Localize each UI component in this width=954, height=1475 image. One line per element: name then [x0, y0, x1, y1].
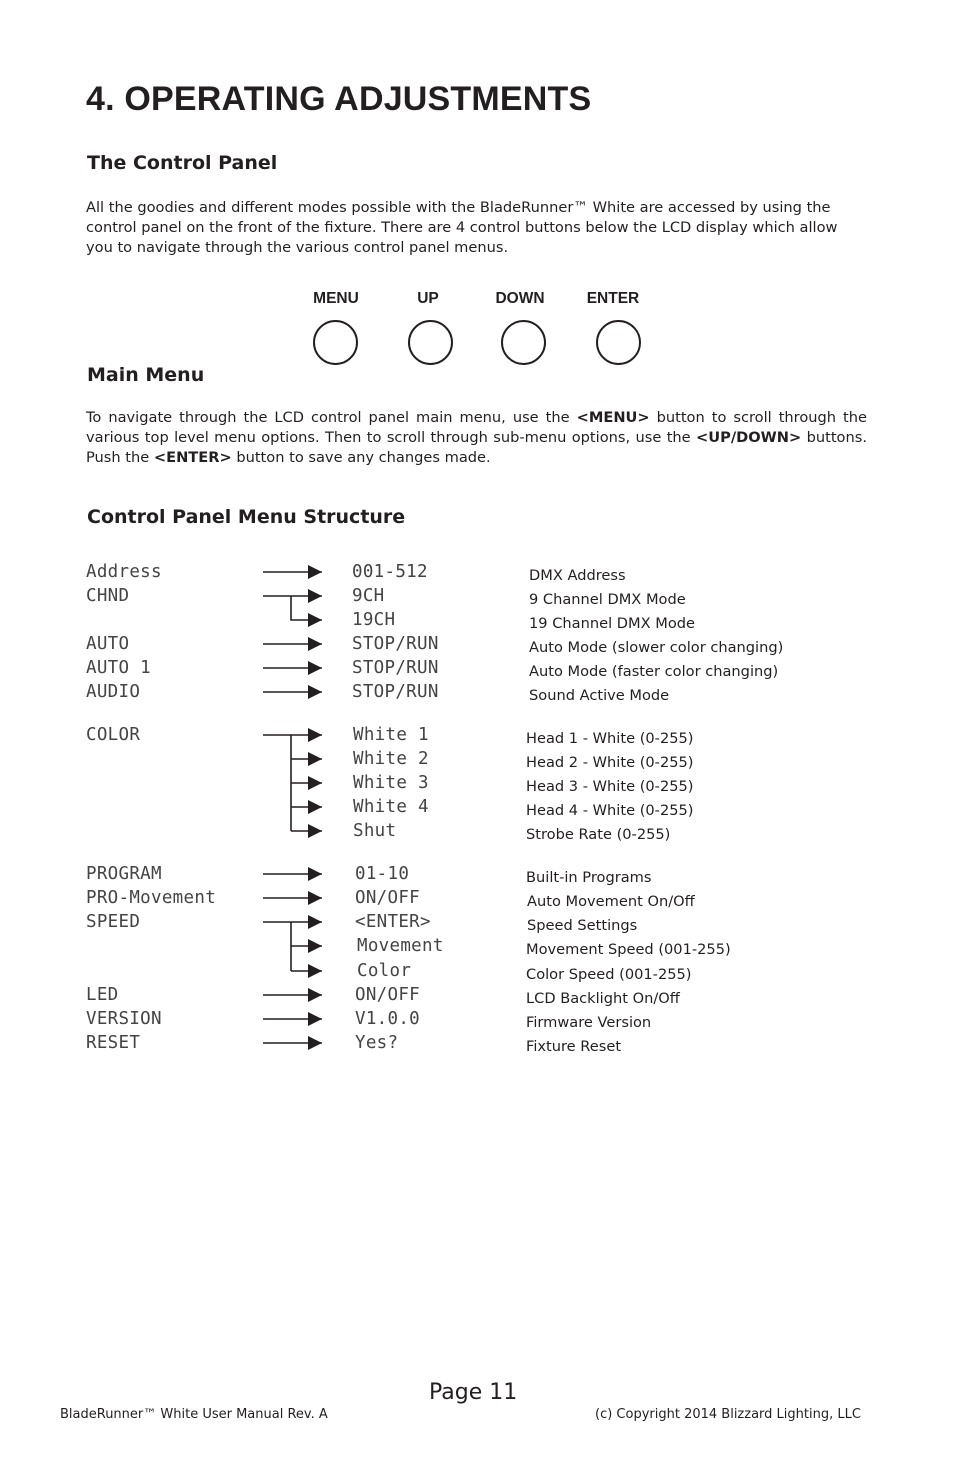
menu-value: Yes?: [355, 1033, 399, 1053]
footer-left: BladeRunner™ White User Manual Rev. A: [60, 1407, 328, 1422]
text-span: button to scroll through the various top level menu options. Then to scroll through sub-menu options, use the: [86, 409, 867, 446]
menu-value: White 4: [353, 797, 429, 817]
menu-description: Built-in Programs: [526, 869, 652, 886]
menu-description: Firmware Version: [526, 1014, 652, 1031]
enter-button-label: ENTER: [586, 290, 640, 307]
menu-value: ON/OFF: [355, 985, 421, 1005]
menu-description: 19 Channel DMX Mode: [529, 615, 695, 632]
branch-arrow-icon: [291, 596, 322, 620]
menu-description: DMX Address: [529, 567, 626, 584]
control-panel-text: All the goodies and different modes possible with the BladeRunner™ White are accessed by using the control panel on the front of the fixture. There are 4 control buttons below the LCD display which allow you to navigate through the various control panel menus.: [86, 199, 838, 256]
menu-description: Auto Mode (faster color changing): [529, 663, 779, 680]
menu-value: V1.0.0: [355, 1009, 421, 1029]
menu-value: Movement: [357, 936, 444, 956]
menu-value: Shut: [353, 821, 397, 841]
menu-value: White 1: [353, 725, 429, 745]
down-button-label: DOWN: [495, 290, 545, 307]
menu-item: CHND: [86, 586, 130, 606]
menu-description: Speed Settings: [527, 917, 638, 934]
footer-right: (c) Copyright 2014 Blizzard Lighting, LLC: [595, 1407, 861, 1422]
menu-description: Auto Mode (slower color changing): [529, 639, 784, 656]
page-number: Page 11: [429, 1380, 518, 1405]
menu-item: AUTO 1: [86, 658, 152, 678]
menu-item: Address: [86, 562, 162, 582]
up-button-label: UP: [417, 290, 439, 307]
menu-button-label: MENU: [313, 290, 359, 307]
menu-structure-heading: Control Panel Menu Structure: [87, 506, 406, 528]
menu-value: White 2: [353, 749, 429, 769]
menu-item: VERSION: [86, 1009, 162, 1029]
updown-key-text: <UP/DOWN>: [696, 429, 802, 446]
menu-value: ON/OFF: [355, 888, 421, 908]
menu-value: STOP/RUN: [352, 682, 439, 702]
enter-key-text: <ENTER>: [153, 449, 232, 466]
menu-description: Head 1 - White (0-255): [526, 730, 694, 747]
menu-item: LED: [86, 985, 119, 1005]
menu-description: LCD Backlight On/Off: [526, 990, 680, 1007]
text-span: button to save any changes made.: [231, 449, 491, 466]
menu-description: Sound Active Mode: [529, 687, 670, 704]
menu-value: <ENTER>: [355, 912, 431, 932]
menu-item: AUTO: [86, 634, 130, 654]
menu-description: Auto Movement On/Off: [527, 893, 695, 910]
menu-item: COLOR: [86, 725, 141, 745]
menu-item: PRO-Movement: [86, 888, 217, 908]
menu-description: 9 Channel DMX Mode: [529, 591, 686, 608]
page-title: 4. OPERATING ADJUSTMENTS: [86, 80, 592, 118]
main-menu-heading: Main Menu: [87, 364, 205, 386]
text-span: To navigate through the LCD control panel main menu, use the: [86, 409, 577, 426]
menu-value: STOP/RUN: [352, 634, 439, 654]
menu-value: 001-512: [352, 562, 428, 582]
menu-description: Head 4 - White (0-255): [526, 802, 694, 819]
menu-description: Strobe Rate (0-255): [526, 826, 671, 843]
menu-item: SPEED: [86, 912, 141, 932]
menu-description: Movement Speed (001-255): [526, 941, 731, 958]
menu-key-text: <MENU>: [576, 409, 650, 426]
menu-value: Color: [357, 961, 412, 981]
menu-item: AUDIO: [86, 682, 141, 702]
menu-value: STOP/RUN: [352, 658, 439, 678]
menu-value: 9CH: [352, 586, 385, 606]
control-panel-heading: The Control Panel: [87, 152, 278, 174]
menu-description: Head 2 - White (0-255): [526, 754, 694, 771]
menu-description: Fixture Reset: [526, 1038, 622, 1055]
text-span: buttons. Push the: [86, 429, 867, 466]
menu-description: Color Speed (001-255): [526, 966, 692, 983]
menu-value: 01-10: [355, 864, 410, 884]
menu-item: RESET: [86, 1033, 141, 1053]
menu-value: 19CH: [352, 610, 396, 630]
menu-description: Head 3 - White (0-255): [526, 778, 694, 795]
menu-item: PROGRAM: [86, 864, 162, 884]
menu-value: White 3: [353, 773, 429, 793]
